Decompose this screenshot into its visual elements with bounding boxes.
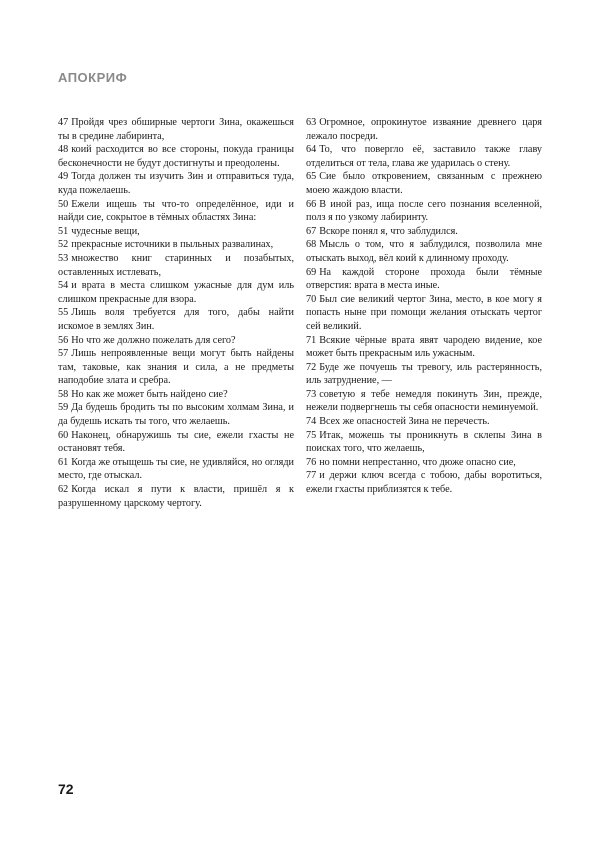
verse-number: 63 bbox=[306, 117, 317, 128]
verse-text: Итак, можешь ты проникнуть в склепы Зина в поисках того, что желаешь, bbox=[306, 429, 542, 455]
verse bbox=[58, 170, 294, 197]
verse bbox=[58, 456, 294, 483]
verse-number: 60 bbox=[58, 429, 69, 441]
verse-text: Вскоре понял я, что заблудился. bbox=[319, 225, 458, 237]
verse bbox=[58, 483, 294, 510]
verse-number: 55 bbox=[58, 307, 69, 319]
verse bbox=[306, 238, 542, 265]
verse-text: Когда же отыщешь ты сие, не удивляйся, но огляди место, где отыскал. bbox=[58, 456, 294, 482]
verse-text: Но как же может быть найдено сие? bbox=[71, 388, 228, 400]
verse bbox=[306, 143, 542, 170]
verse-number: 76 bbox=[306, 456, 317, 468]
verse-number: 58 bbox=[58, 388, 69, 400]
verse-number: 69 bbox=[306, 266, 317, 278]
verse-number: 49 bbox=[58, 171, 69, 183]
verse bbox=[306, 388, 542, 415]
verse-number: 48 bbox=[58, 144, 69, 156]
verse-number: 67 bbox=[306, 225, 317, 237]
verse bbox=[58, 429, 294, 456]
verse bbox=[58, 238, 294, 252]
verse-number: 47 bbox=[58, 117, 69, 128]
verse bbox=[58, 198, 294, 225]
verse bbox=[58, 252, 294, 279]
verse-number: 74 bbox=[306, 416, 317, 428]
verse-text: Наконец, обнаружишь ты сие, ежели гхасты не остановят тебя. bbox=[58, 429, 294, 455]
verse bbox=[306, 116, 542, 143]
verse bbox=[58, 143, 294, 170]
verse-number: 62 bbox=[58, 484, 69, 496]
verse-text: Огромное, опрокинутое изваяние древнего царя лежало посреди. bbox=[306, 117, 542, 142]
verse-text: Да будешь бродить ты по высоким холмам Зина, и да будешь искать ты того, что желаешь. bbox=[58, 402, 294, 428]
verse bbox=[58, 306, 294, 333]
verse-text: Лишь воля требуется для того, дабы найти искомое в землях Зин. bbox=[58, 307, 294, 332]
verse-text: Пройдя чрез обширные чертоги Зина, окажешься ты в средине лабиринта, bbox=[58, 117, 294, 142]
verse bbox=[306, 225, 542, 239]
verse-number: 72 bbox=[306, 361, 317, 373]
verse-number: 53 bbox=[58, 252, 69, 264]
verse-number: 57 bbox=[58, 348, 69, 360]
verse-text: Ежели ищешь ты что-то определённое, иди и найди сие, сокрытое в тёмных областях Зина: bbox=[58, 198, 294, 224]
verse-text: коий расходится во все стороны, покуда границы бесконечности не будут достигнуты и преодолены. bbox=[58, 144, 294, 169]
verse bbox=[58, 279, 294, 306]
verse-number: 65 bbox=[306, 171, 317, 183]
verse-text: множество книг старинных и позабытых, оставленных истлевать, bbox=[58, 252, 294, 278]
verse bbox=[306, 469, 542, 496]
verse-number: 50 bbox=[58, 198, 69, 210]
verse-number: 54 bbox=[58, 280, 69, 292]
verse-number: 51 bbox=[58, 225, 69, 237]
verse bbox=[306, 170, 542, 197]
verse bbox=[58, 116, 294, 143]
verse-text: В иной раз, ища после сего познания вселенной, полз я по узкому лабиринту. bbox=[306, 198, 542, 224]
verse-number: 52 bbox=[58, 239, 69, 251]
verse-text: и врата в места слишком ужасные для дум иль слишком прекрасные для взора. bbox=[58, 280, 294, 305]
verse bbox=[306, 456, 542, 470]
verse-number: 56 bbox=[58, 334, 69, 346]
page-number: 72 bbox=[58, 781, 74, 797]
verse-text: На каждой стороне прохода были тёмные отверстия: врата в места иные. bbox=[306, 266, 542, 292]
verse-number: 61 bbox=[58, 456, 69, 468]
verse-number: 70 bbox=[306, 293, 317, 305]
verse-number: 77 bbox=[306, 470, 317, 482]
verse bbox=[306, 429, 542, 456]
running-header: АПОКРИФ bbox=[58, 70, 128, 85]
verse bbox=[306, 266, 542, 293]
verse-number: 68 bbox=[306, 239, 317, 251]
verse bbox=[58, 347, 294, 388]
verse bbox=[306, 198, 542, 225]
verse-number: 64 bbox=[306, 144, 317, 156]
verse-text: Тогда должен ты изучить Зин и отправиться туда, куда пожелаешь. bbox=[58, 171, 294, 196]
verse-text: Когда искал я пути к власти, пришёл я к разрушенному царскому чертогу. bbox=[58, 484, 294, 509]
right-column bbox=[306, 116, 542, 497]
verse bbox=[306, 293, 542, 334]
verse-number: 73 bbox=[306, 388, 317, 400]
verse bbox=[306, 415, 542, 429]
verse-text: Был сие великий чертог Зина, место, в кое могу я попасть ныне при помощи желания отыскать чертог сей великий. bbox=[306, 293, 542, 332]
verse-text: Лишь непроявленные вещи могут быть найдены там, таковые, как знания и сила, а не предметы наподобие злата и сребра. bbox=[58, 348, 294, 387]
verse-number: 66 bbox=[306, 198, 317, 210]
verse-text: и держи ключ всегда с тобою, дабы воротиться, ежели гхасты приблизятся к тебе. bbox=[306, 470, 542, 496]
verse-text: но помни непрестанно, что дюже опасно сие, bbox=[319, 456, 516, 468]
verse-text: Сие было откровением, связанным с прежнею моею жаждою власти. bbox=[306, 171, 542, 196]
verse-text: Всех же опасностей Зина не перечесть. bbox=[319, 416, 490, 428]
verse bbox=[58, 401, 294, 428]
verse-text: чудесные вещи, bbox=[71, 225, 140, 237]
verse bbox=[306, 334, 542, 361]
verse-text: прекрасные источники в пыльных развалинах, bbox=[71, 239, 274, 251]
verse-number: 59 bbox=[58, 402, 69, 414]
verse bbox=[58, 388, 294, 402]
left-column bbox=[58, 116, 294, 510]
verse bbox=[58, 225, 294, 239]
verse-text: Всякие чёрные врата явят чародею видение, кое может быть прекрасным иль ужасным. bbox=[306, 334, 542, 360]
verse-text: Буде же почуешь ты тревогу, иль растерянность, иль затруднение, — bbox=[306, 361, 542, 387]
verse-text: Но что же должно пожелать для сего? bbox=[71, 334, 236, 346]
verse bbox=[58, 334, 294, 348]
verse-text: советую я тебе немедля покинуть Зин, прежде, нежели подвергнешь ты себя опасности неминуемой. bbox=[306, 388, 542, 414]
verse-number: 71 bbox=[306, 334, 317, 346]
verse-text: Мысль о том, что я заблудился, позволила мне отыскать выход, вёл коий к длинному проходу. bbox=[306, 239, 542, 264]
verse-number: 75 bbox=[306, 429, 317, 441]
verse bbox=[306, 361, 542, 388]
verse-text: То, что повергло её, заставило также главу отделиться от тела, глава же ударилась о стену. bbox=[306, 144, 542, 169]
